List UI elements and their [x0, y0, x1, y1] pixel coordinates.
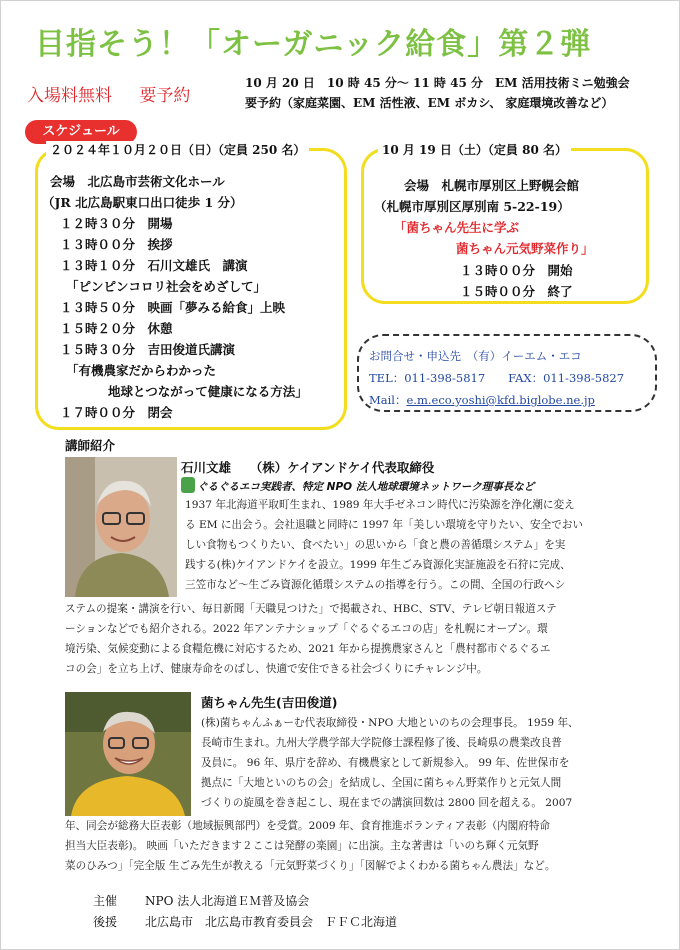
support-row — [93, 913, 397, 930]
schedule-line: １３時００分 挨拶 — [60, 237, 173, 252]
lecturer1-bio-line: 境汚染、気候変動による食糧危機に対応するため、2021 年から提携農家さんと「農村都市ぐるぐるエ — [65, 643, 551, 655]
schedule-line: （JR 北広島駅東口出口徒歩 1 分） — [42, 195, 243, 210]
lecturer2-bio-line: づくりの旋風を巻き起こし、現在までの講演回数は 2800 回を超える。 2007 — [201, 797, 573, 809]
schedule-oct19-heading: 10 月 19 日（土）（定員 80 名） — [378, 141, 571, 158]
lecturer2-bio-line: 長崎市生まれ。九州大学農学部大学院修士課程修了後、長崎県の農業改良普 — [201, 737, 562, 749]
schedule-line: １３時００分 開始 — [460, 263, 573, 278]
contact-phone-fax: TEL：011-398-5817 FAX：011-398-5827 — [369, 371, 625, 385]
lecturer2-name: 菌ちゃん先生(吉田俊道) — [201, 695, 338, 710]
schedule-line: １３時５０分 映画「夢みる給食」上映 — [60, 300, 286, 315]
support-label: 後援 — [93, 915, 118, 929]
schedule-line: １２時３０分 開場 — [60, 216, 173, 231]
schedule-line: １５時３０分 吉田俊道氏講演 — [60, 342, 236, 357]
lecturer1-bio-line: 1937 年北海道平取町生まれ、1989 年大手ゼネコン時代に汚染源を浄化潮に変え — [185, 499, 575, 511]
lecturer1-bio-line: ーションなどでも紹介される。2022 年アンテナショップ「ぐるぐるエコの店」を札幌にオープン。環 — [65, 623, 548, 635]
contact-name: お問合せ・申込先 （有）イーエム・エコ — [369, 349, 582, 363]
free-admission: 入場料無料 — [27, 86, 112, 106]
lecturer2-bio-line: 年、同会が総務大臣表彰（地域振興部門）を受賞。2009 年、食育推進ボランティア表彰（内閣府特命 — [65, 820, 551, 832]
reservation-required: 要予約 — [139, 86, 191, 106]
event-info — [245, 73, 630, 113]
schedule-line: 地球とつながって健康になる方法」 — [108, 384, 308, 399]
host-label: 主催 — [93, 894, 118, 908]
schedule-line: 会場 北広島市芸術文化ホール — [50, 174, 225, 189]
schedule-line: 会場 札幌市厚別区上野幌会館 — [404, 178, 580, 193]
workshop-title: 「菌ちゃん先生に学ぶ — [394, 220, 520, 235]
lecturer2-bio-line: 担当大臣表彰)。 映画「いただきます２ここは発酵の楽園」に出演。主な著書は「いのち輝く元気野 — [65, 840, 539, 852]
lecturers-heading: 講師紹介 — [65, 438, 116, 453]
schedule-line: 「有機農家だからわかった — [66, 363, 217, 378]
support-value: 北広島市 北広島市教育委員会 ＦＦＣ北海道 — [145, 915, 398, 929]
lecturer1-bio-line: ステムの提案・講演を行い、毎日新聞「天職見つけた」で掲載され、HBC、STV、テレビ朝日報道ステ — [65, 603, 557, 615]
lecturer2-bio-line: 拠点に「大地といのちの会」を結成し、全国に菌ちゃん野菜作りと元気人間 — [201, 777, 562, 789]
schedule-oct20-box — [35, 143, 347, 430]
host-row — [93, 892, 309, 909]
event-info-line1: 10 月 20 日 10 時 45 分〜 11 時 45 分 EM 活用技術ミニ勉強会 — [245, 76, 630, 90]
schedule-line: （札幌市厚別区厚別南 5-22-19） — [374, 199, 570, 214]
contact-mail-row — [369, 392, 595, 408]
contact-mail-link[interactable]: e.m.eco.yoshi@kfd.biglobe.ne.jp — [406, 393, 595, 407]
schedule-line: 「ピンピンコロリ社会をめざして」 — [66, 279, 267, 294]
lecturer1-bio-line: る EM に出会う。会社退職と同時に 1997 年「美しい環境を守りたい、安全でおい — [185, 519, 584, 531]
schedule-oct19-box — [361, 143, 649, 304]
workshop-title: 菌ちゃん元気野菜作り」 — [456, 241, 594, 256]
lecturer2-bio-line: 菜のひみつ」「完全版 生ごみ先生が教える「元気野菜づくり」「図解でよくわかる菌ちゃん農法」など。 — [65, 860, 556, 872]
schedule-line: １３時１０分 石川文雄氏 講演 — [60, 258, 248, 273]
npo-logo-icon — [181, 477, 195, 493]
schedule-oct20-heading: ２０２４年１０月２０日（日）（定員 250 名） — [46, 141, 309, 158]
schedule-line: １５時２０分 休憩 — [60, 321, 173, 336]
host-value: NPO 法人北海道ＥＭ普及協会 — [145, 894, 310, 908]
lecturer1-bio-line: 三笠市など〜生ごみ資源化循環システムの指導を行う。この間、全国の行政へシ — [185, 579, 566, 591]
lecturer1-bio-line: コの会」を立ち上げ、健康寿命をのばし、快適で安住できる社会づくりにチャレンジ中。 — [65, 663, 488, 675]
lecturer1-photo — [65, 457, 177, 597]
lecturer2-bio-line: (株)菌ちゃんふぁーむ代表取締役・NPO 大地といのちの会理事長。 1959 年、 — [201, 717, 579, 729]
page-title: 目指そう！「オーガニック給食」第２弾 — [35, 27, 592, 62]
contact-box — [357, 334, 657, 412]
contact-mail-label: Mail： — [369, 393, 407, 407]
schedule-label: スケジュール — [25, 120, 137, 144]
event-info-line2: 要予約（家庭菜園、EM 活性液、EM ボカシ、 家庭環境改善など） — [245, 96, 614, 110]
lecturer2-bio-line: 及員に。 96 年、県庁を辞め、有機農家として新規参入。 99 年、佐世保市を — [201, 757, 570, 769]
lecturer2-photo — [65, 692, 191, 816]
lecturer1-bio-line: しい食物もつくりたい、食べたい」の思いから「食と農の善循環システム」を実 — [185, 539, 566, 551]
lecturer1-subtitle: ぐるぐるエコ実践者、特定 NPO 法人地球環境ネットワーク理事長など — [197, 481, 535, 493]
lecturer1-bio-line: 践する(株)ケイアンドケイを設立。1999 年生ごみ資源化実証施設を石狩に完成、 — [185, 559, 571, 571]
lecturer1-name: 石川文雄 （株）ケイアンドケイ代表取締役 — [181, 460, 435, 475]
schedule-line: １７時００分 閉会 — [60, 405, 173, 420]
schedule-line: １５時００分 終了 — [460, 284, 573, 299]
admission-info — [27, 81, 212, 106]
